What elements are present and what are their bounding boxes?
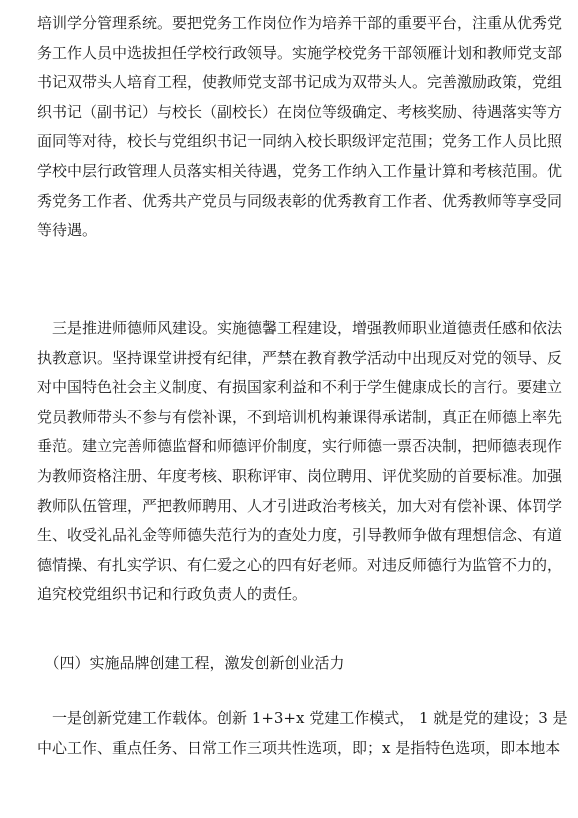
- paragraph-party-affairs-incentives: [37, 9, 563, 246]
- text-line: 三是推进师德师风建设。实施德馨工程建设，增强教师职业道德责任感和依法: [37, 319, 563, 337]
- text-line: 等待遇。: [37, 221, 98, 240]
- text-line: 书记双带头人培育工程，使教师党支部书记成为双带头人。完善激励政策，党组: [37, 73, 563, 92]
- text-line: 生、收受礼品礼金等师德失范行为的查处力度，引导教师争做有理想信念、有道: [37, 526, 563, 545]
- section-heading-4: [37, 649, 549, 679]
- text-line: 面同等对待，校长与党组织书记一同纳入校长职级评定范围；党务工作人员比照: [37, 132, 563, 151]
- text-line: 对中国特色社会主义制度、有损国家利益和不利于学生健康成长的言行。要建立: [37, 378, 563, 397]
- text-line: 培训学分管理系统。要把党务工作岗位作为培养干部的重要平台，注重从优秀党: [37, 14, 563, 32]
- text-line: 垂范。建立完善师德监督和师德评价制度，实行师德一票否决制，把师德表现作: [37, 437, 563, 456]
- text-line: 一是创新党建工作载体。创新 1+3+x 党建工作模式， 1 就是党的建设；3 是: [37, 709, 568, 727]
- text-line: 德情操、有扎实学识、有仁爱之心的四有好老师。对违反师德行为监管不力的，: [37, 555, 563, 574]
- text-line: 教师队伍管理，严把教师聘用、人才引进政治考核关，加大对有偿补课、体罚学: [37, 496, 563, 515]
- text-line: 务工作人员中选拔担任学校行政领导。实施学校党务干部领雁计划和教师党支部: [37, 43, 563, 62]
- text-line: 学校中层行政管理人员落实相关待遇，党务工作纳入工作量计算和考核范围。优: [37, 161, 563, 180]
- text-line: 执教意识。坚持课堂讲授有纪律，严禁在教育教学活动中出现反对党的领导、反: [37, 348, 563, 367]
- text-line: 为教师资格注册、年度考核、职称评审、岗位聘用、评优奖励的首要标准。加强: [37, 466, 563, 485]
- text-line: 秀党务工作者、优秀共产党员与同级表彰的优秀教育工作者、优秀教师等享受同: [37, 191, 563, 210]
- text-line: 党员教师带头不参与有偿补课，不到培训机构兼课得承诺制，真正在师德上率先: [37, 407, 563, 426]
- text-line: 织书记（副书记）与校长（副校长）在岗位等级确定、考核奖励、待遇落实等方: [37, 102, 563, 121]
- text-line: 追究校党组织书记和行政负责人的责任。: [37, 585, 308, 604]
- paragraph-party-building-carrier: [37, 704, 568, 763]
- paragraph-teacher-ethics: [37, 314, 563, 610]
- text-line: 中心工作、重点任务、日常工作三项共性选项，即；x 是指特色选项，即本地本: [37, 738, 561, 757]
- section-heading-text: （四）实施品牌创建工程，激发创新创业活力: [37, 654, 345, 672]
